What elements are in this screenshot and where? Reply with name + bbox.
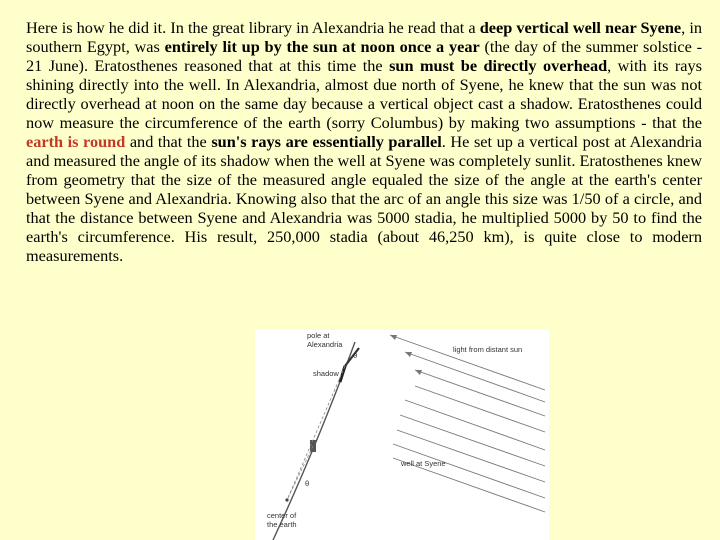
arrowhead [415,370,422,375]
text-segment: Here is how he did it. In the great library in Alexandria he read that a [26,18,480,37]
text-segment: , with its rays shining directly into the well. In Alexandria, almost due north of Syene, he knew that the sun was not directly overhead at noon on the same day because a vertical object cast a shadow. Eratosthenes could now measure the circumference of the earth (sorry Columbus) by making two assumptions - that the [26,56,702,132]
arrowhead [390,335,397,340]
center-label: center of [267,511,297,520]
text-segment: (the day of the summer solstice - 21 June). Eratosthenes reasoned that at this time the [26,37,703,75]
center-label-2: the earth [267,520,297,529]
radius-syene [287,446,313,500]
pole-label-2: Alexandria [307,340,343,349]
sun-rays [390,335,545,512]
text-segment: . He set up a vertical post at Alexandria and measured the angle of its shadow when the well at Syene was completely sunlit. Eratosthenes knew from geometry that the size of the measured angle equaled the size of the angle at the earth's center between Syene and Alexandria. Knowing also that the arc of an angle this size was 1/50 of a circle, and that the distance between Syene and Alexandria was 5000 stadia, he multiplied 5000 by 50 to find the earth's circumference. His result, 250,000 stadia (about 46,250 km), is quite close to modern measurements. [26,132,703,265]
emphasis-sun-overhead: sun must be directly overhead [389,56,608,75]
shadow-label: shadow [313,369,339,378]
arrowhead [405,352,412,357]
sun-ray [405,352,545,402]
emphasis-earth-round: earth is round [26,132,126,151]
angle-label-center: θ [305,479,310,488]
angle-label-pole: θ [353,351,358,360]
emphasis-lit-by-sun: entirely lit up by the sun at noon once a year [164,37,480,56]
sun-ray [393,444,545,498]
radius-alexandria [287,366,345,500]
sun-ray [390,335,545,390]
emphasis-deep-well: deep vertical well near Syene [479,18,682,37]
center-point [285,498,288,501]
light-label: light from distant sun [453,345,523,354]
diagram-svg [255,330,549,540]
eratosthenes-diagram [255,330,549,540]
text-segment: , in southern Egypt, was [26,18,702,56]
text-segment: and that the [125,132,212,151]
explanation-paragraph [26,18,702,265]
well-label: well at Syene [401,459,446,468]
emphasis-parallel-rays: sun's rays are essentially parallel [211,132,442,151]
pole-label: pole at [307,331,330,340]
sun-ray [397,430,545,482]
